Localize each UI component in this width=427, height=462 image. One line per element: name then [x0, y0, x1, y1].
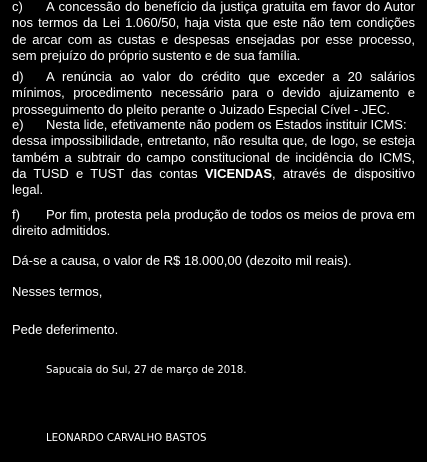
signatory-name: LEONARDO CARVALHO BASTOS: [46, 433, 207, 444]
paragraph-d-letter: d): [12, 69, 24, 84]
paragraph-d-line-3: prosseguimento do pleito perante o Juizado Especial Cível - JEC.: [12, 101, 390, 117]
paragraph-c-line-4: sem prejuízo do próprio sustento e de sua família.: [12, 47, 301, 63]
paragraph-f-letter: f): [12, 207, 20, 222]
paragraph-f: [12, 207, 415, 240]
paragraph-f-line-2: direito admitidos.: [12, 223, 111, 239]
paragraph-c-line-3: de arcar com as custas e despesas ensejadas por esse processo,: [12, 31, 415, 47]
closing-terms: Nesses termos,: [12, 284, 103, 299]
paragraph-c-letter: c): [12, 0, 23, 14]
paragraph-e-line-1: e) Nesta lide, efetivamente não podem os Estados instituir ICMS:: [12, 117, 407, 132]
paragraph-e-line-3: também a subtrair do campo constitucional de incidência do ICMS,: [12, 149, 415, 165]
paragraph-d-line-1: d) A renúncia ao valor do crédito que exceder a 20 salários: [12, 69, 415, 84]
paragraph-e-line-2: dessa impossibilidade, entretanto, não resulta que, de logo, se esteja: [12, 133, 415, 149]
place-date: Sapucaia do Sul, 27 de março de 2018.: [46, 365, 247, 376]
paragraph-d: [12, 69, 415, 118]
paragraph-c-line-1: c) A concessão do benefício da justiça gratuita em favor do Autor: [12, 0, 415, 14]
paragraph-c-line-2: nos termos da Lei 1.060/50, haja vista que este não tem condições: [12, 15, 415, 31]
paragraph-e-line-4: da TUSD e TUST das contas VICENDAS, através de dispositivo legal.: [12, 165, 416, 198]
closing-request: Pede deferimento.: [12, 322, 119, 337]
bold-company-name: VICENDAS: [204, 165, 272, 181]
paragraph-e: [12, 117, 415, 198]
paragraph-f-line-1: f) Por fim, protesta pela produção de todos os meios de prova em: [12, 207, 415, 222]
paragraph-d-line-2: mínimos, procedimento necessário para o devido ajuizamento e: [12, 85, 415, 101]
paragraph-c: [12, 0, 415, 64]
case-value-statement: Dá-se a causa, o valor de R$ 18.000,00 (dezoito mil reais).: [12, 253, 352, 268]
paragraph-e-letter: e): [12, 117, 24, 132]
